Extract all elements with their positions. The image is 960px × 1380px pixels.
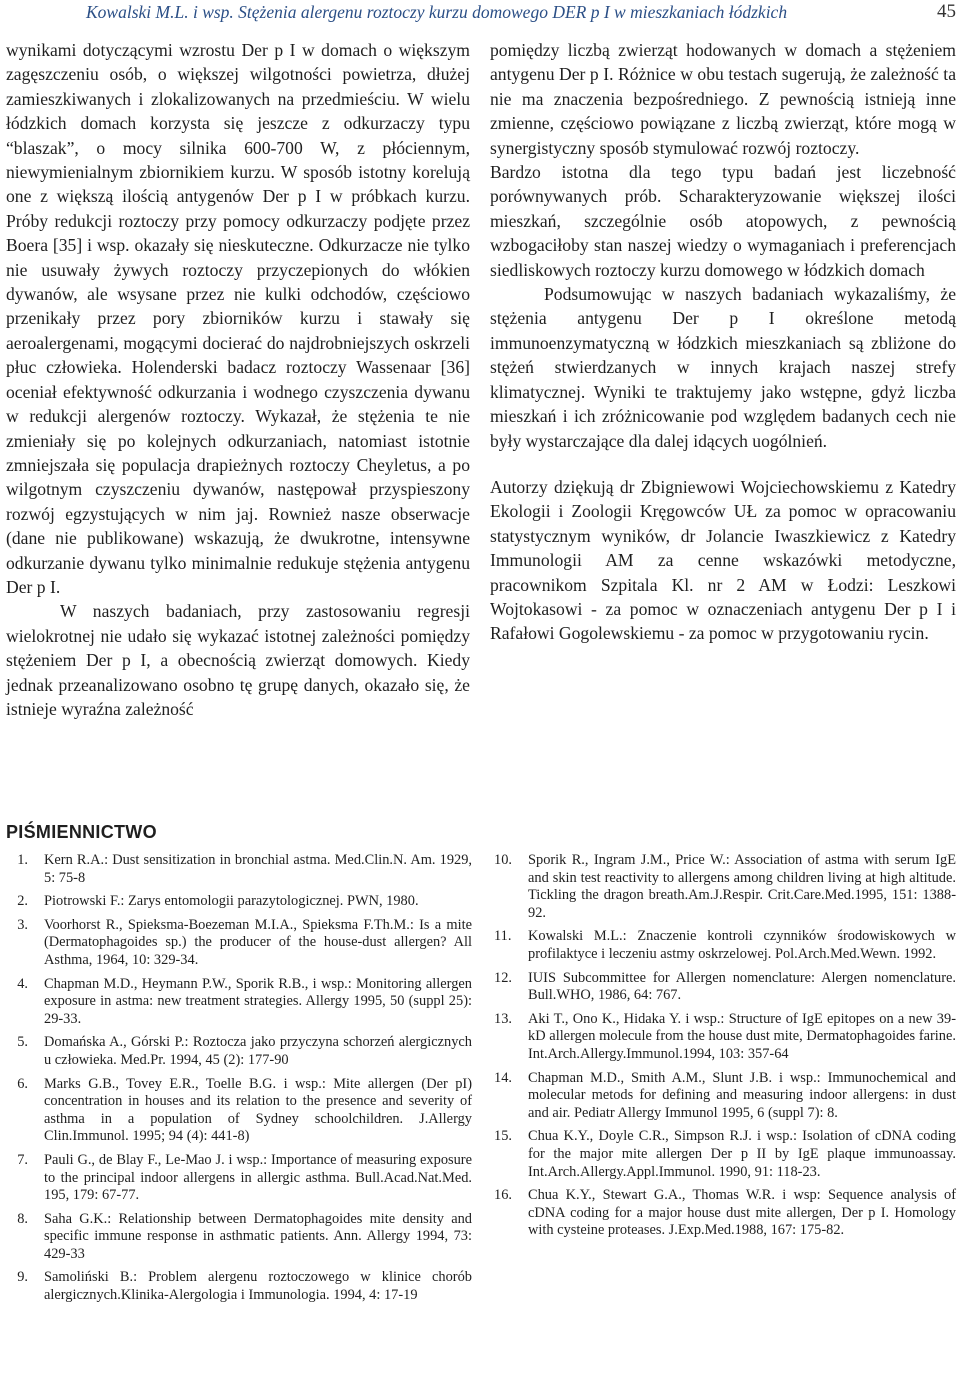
reference-text: Chapman M.D., Heymann P.W., Sporik R.B., i wsp.: Monitoring allergen exposure in astma: new treatment strategies. Allergy 1995, 50 (suppl 25): 29-33.: [44, 975, 472, 1027]
reference-text: Chua K.Y., Doyle C.R., Simpson R.J. i wsp.: Isolation of cDNA coding for the major mite allergen Der p II by IgE plaque immunoassay. Int.Arch.Allergy.Appl.Immunol. 1990, 91: 118-23.: [528, 1128, 956, 1180]
reference-number: 2.: [17, 893, 28, 910]
reference-text: Piotrowski F.: Zarys entomologii parazytologicznej. PWN, 1980.: [44, 893, 419, 910]
reference-text: Sporik R., Ingram J.M., Price W.: Association of astma with serum IgE and skin test reactivity to allergens among children living at high altitude. Tickling the dragon breath.Am.J.Respir. Crit.Care.Med.1995, 151: 1388-92.: [528, 852, 956, 921]
references-list-right: [494, 852, 956, 1246]
reference-text: Domańska A., Górski P.: Roztocza jako przyczyna schorzeń alergicznych u człowieka. Med.Pr. 1994, 45 (2): 177-90: [44, 1034, 472, 1068]
reference-item: [494, 852, 956, 922]
reference-item: [10, 1034, 472, 1069]
reference-number: 5.: [17, 1034, 28, 1051]
reference-item: [10, 976, 472, 1029]
body-paragraph: wynikami dotyczącymi wzrostu Der p I w domach o większym zagęszczeniu osób, o większej wilgotności powietrza, dłużej zamieszkiwanych i zlokalizowanych na przedmieściu. W wielu łódzkich domach korzysta się jeszcze z odkurzaczy typu “blaszak”, o mocy silnika 600-700 W, z płóciennym, niewymienialnym zbiornikiem kurzu. W sposób istotny korelują one z większą ilością antygenów Der p I w próbkach kurzu. Próby redukcji roztoczy przy pomocy odkurzaczy podjęte przez Boera [35] i wsp. okazały się nieskuteczne. Odkurzacze nie tylko nie usuwały żywych roztoczy przyczepionych do włókien dywanów, ale wsysane przez nie kulki odchodów, częściowo przenikały przez pory zbiorników kurzu i stawały się aeroalergenami, mogącymi docierać do najdrobniejszych oskrzeli płuc człowieka. Holenderski badacz roztoczy Wassenaar [36] oceniał efektywność odkurzania i wodnego czyszczenia dywanu w redukcji alergenów roztoczy. Wykazał, że stężenia te nie zmieniały się po kolejnych odkurzaniach, natomiast istotnie zmniejszała się populacja drapieżnych roztoczy Cheyletus, a po wilgotnym czyszczeniu dywanów, następował przyspieszony rozwój egzystujących w nim jaj. Rownież nasze obserwacje (dane nie publikowane) wskazują, że dwukrotne, intensywne odkurzanie dywanu tylko minimalnie redukuje stężenia antygenu Der p I.: [6, 40, 470, 597]
reference-text: Aki T., Ono K., Hidaka Y. i wsp.: Structure of IgE epitopes on a new 39-kD allergen molecule from the house dust mite, Dermatophagoides farine. Int.Arch.Allergy.Immunol.1994, 103: 357-64: [528, 1010, 956, 1062]
reference-item: [494, 1011, 956, 1064]
reference-item: [494, 1070, 956, 1123]
reference-item: [10, 1152, 472, 1205]
reference-text: Kern R.A.: Dust sensitization in bronchial astma. Med.Clin.N. Am. 1929, 5: 75-8: [44, 852, 472, 886]
reference-number: 1.: [17, 852, 28, 868]
reference-text: IUIS Subcommittee for Allergen nomenclature: Alergen nomenclature. Bull.WHO, 1986, 64: 767.: [528, 969, 956, 1004]
reference-item: [10, 852, 472, 887]
reference-number: 14.: [494, 1069, 512, 1086]
page-number: 45: [937, 1, 956, 22]
reference-number: 4.: [17, 975, 28, 992]
reference-text: Samoliński B.: Problem alergenu roztoczowego w klinice chorób alergicznych.Klinika-Alergologia i Immunologia. 1994, 4: 17-19: [44, 1269, 472, 1304]
reference-number: 11.: [494, 928, 512, 945]
reference-text: Pauli G., de Blay F., Le-Mao J. i wsp.: Importance of measuring exposure to the principal indoor allergens in allergic asthma. Bull.Acad.Nat.Med. 195, 179: 67-77.: [44, 1151, 472, 1204]
acknowledgements-paragraph: Autorzy dziękują dr Zbigniewowi Wojciechowskiemu z Katedry Ekologii i Zoologii Kręgowców UŁ za pomoc w opracowaniu statystycznym wyników, dr Jolancie Iwaszkiewicz z Katedry Immunologii AM za cenne wskazówki metodyczne, pracownikom Szpitala Kl. nr 2 AM w Łodzi: Leszkowi Wojtokasowi - za pomoc w oznaczeniach antygenu Der p I i Rafałowi Gogolewskiemu - za pomoc w przygotowaniu rycin.: [490, 476, 956, 644]
reference-item: [494, 1187, 956, 1240]
body-paragraph: pomiędzy liczbą zwierząt hodowanych w domach a stężeniem antygenu Der p I. Różnice w obu testach sugerują, że zależność ta nie ma znaczenia bezpośredniego. Z pewnością istnieją inne zmienne, częściowo powiązane z liczbą zwierząt, które mogą w synergistyczny sposób stymulować rozwój roztoczy.: [490, 40, 956, 158]
references-list-left: [10, 852, 472, 1311]
reference-text: Marks G.B., Tovey E.R., Toelle B.G. i wsp.: Mite allergen (Der pI) concentration in houses and its relation to the presence and severity of asthma in a population of Sydney schoolchildren. J.Allergy Clin.Immunol. 1995; 94 (4): 441-8): [44, 1075, 472, 1145]
reference-number: 3.: [17, 916, 28, 933]
reference-number: 15.: [494, 1128, 512, 1145]
reference-item: [10, 1211, 472, 1264]
reference-item: [494, 928, 956, 963]
reference-number: 16.: [494, 1187, 512, 1204]
running-title: Kowalski M.L. i wsp. Stężenia alergenu roztoczy kurzu domowego DER p I w mieszkaniach łódzkich: [86, 2, 788, 22]
body-paragraph: Bardzo istotna dla tego typu badań jest liczebność porównywanych prób. Scharakteryzowanie większej ilości mieszkań, szczególnie osób atopowych, z pewnością wzbogaciłoby stan naszej wiedzy o wymaganiach i preferencjach siedliskowych roztoczy kurzu domowego w łódzkich domach: [490, 162, 956, 280]
reference-text: Kowalski M.L.: Znaczenie kontroli czynników środowiskowych w profilaktyce i leczeniu astmy oskrzelowej. Pol.Arch.Med.Wewn. 1992.: [528, 928, 956, 962]
reference-number: 13.: [494, 1010, 512, 1027]
running-header: [86, 2, 956, 26]
reference-number: 12.: [494, 969, 512, 986]
reference-item: [494, 1128, 956, 1181]
left-text-column: [6, 38, 470, 721]
references-heading: PIŚMIENNICTWO: [6, 822, 157, 842]
reference-number: 10.: [494, 852, 512, 868]
reference-text: Saha G.K.: Relationship between Dermatophagoides mite density and specific immune response in asthmatic patients. Ann. Allergy 1994, 73: 429-33: [44, 1210, 472, 1262]
reference-item: [10, 917, 472, 970]
reference-text: Chua K.Y., Stewart G.A., Thomas W.R. i wsp: Sequence analysis of cDNA coding for a major house dust mite allergen, Der p I. Homology with cysteine proteases. J.Exp.Med.1988, 167: 175-82.: [528, 1187, 956, 1239]
reference-number: 9.: [17, 1269, 28, 1286]
reference-item: [494, 970, 956, 1005]
reference-number: 6.: [17, 1075, 28, 1092]
body-paragraph: Podsumowując w naszych badaniach wykazaliśmy, że stężenia antygenu Der p I określone metodą immunoenzymatyczną w łódzkich mieszkaniach są zbliżone do stężeń stwierdzanych w innych krajach naszej strefy klimatycznej. Wyniki te traktujemy jako wstępne, gdyż liczba mieszkań i ich zróżnicowanie pod względem badanych cech nie były wystarczające dla dalej idących uogólnień.: [490, 284, 956, 451]
reference-number: 7.: [17, 1151, 28, 1168]
reference-item: [10, 1076, 472, 1146]
reference-item: [10, 1269, 472, 1304]
reference-text: Chapman M.D., Smith A.M., Slunt J.B. i wsp.: Immunochemical and molecular metods for defining and measuring indoor allergens: in dust and air. Pediatr Allergy Immunol 1995, 6 (suppl 7): 8.: [528, 1069, 956, 1121]
reference-number: 8.: [17, 1210, 28, 1227]
right-text-column: [490, 38, 956, 646]
reference-item: [10, 893, 472, 911]
reference-text: Voorhorst R., Spieksma-Boezeman M.I.A., Spieksma F.Th.M.: Is a mite (Dermatophagoides sp.) the producer of the house-dust allergen? All Asthma, 1964, 10: 329-34.: [44, 916, 472, 968]
body-paragraph: W naszych badaniach, przy zastosowaniu regresji wielokrotnej nie udało się wykazać istotnej zależności pomiędzy stężeniem Der p I, a obecnością zwierząt domowych. Kiedy jednak przeanalizowano osobno tę grupę danych, okazało się, że istnieje wyraźna zależność: [6, 601, 470, 719]
